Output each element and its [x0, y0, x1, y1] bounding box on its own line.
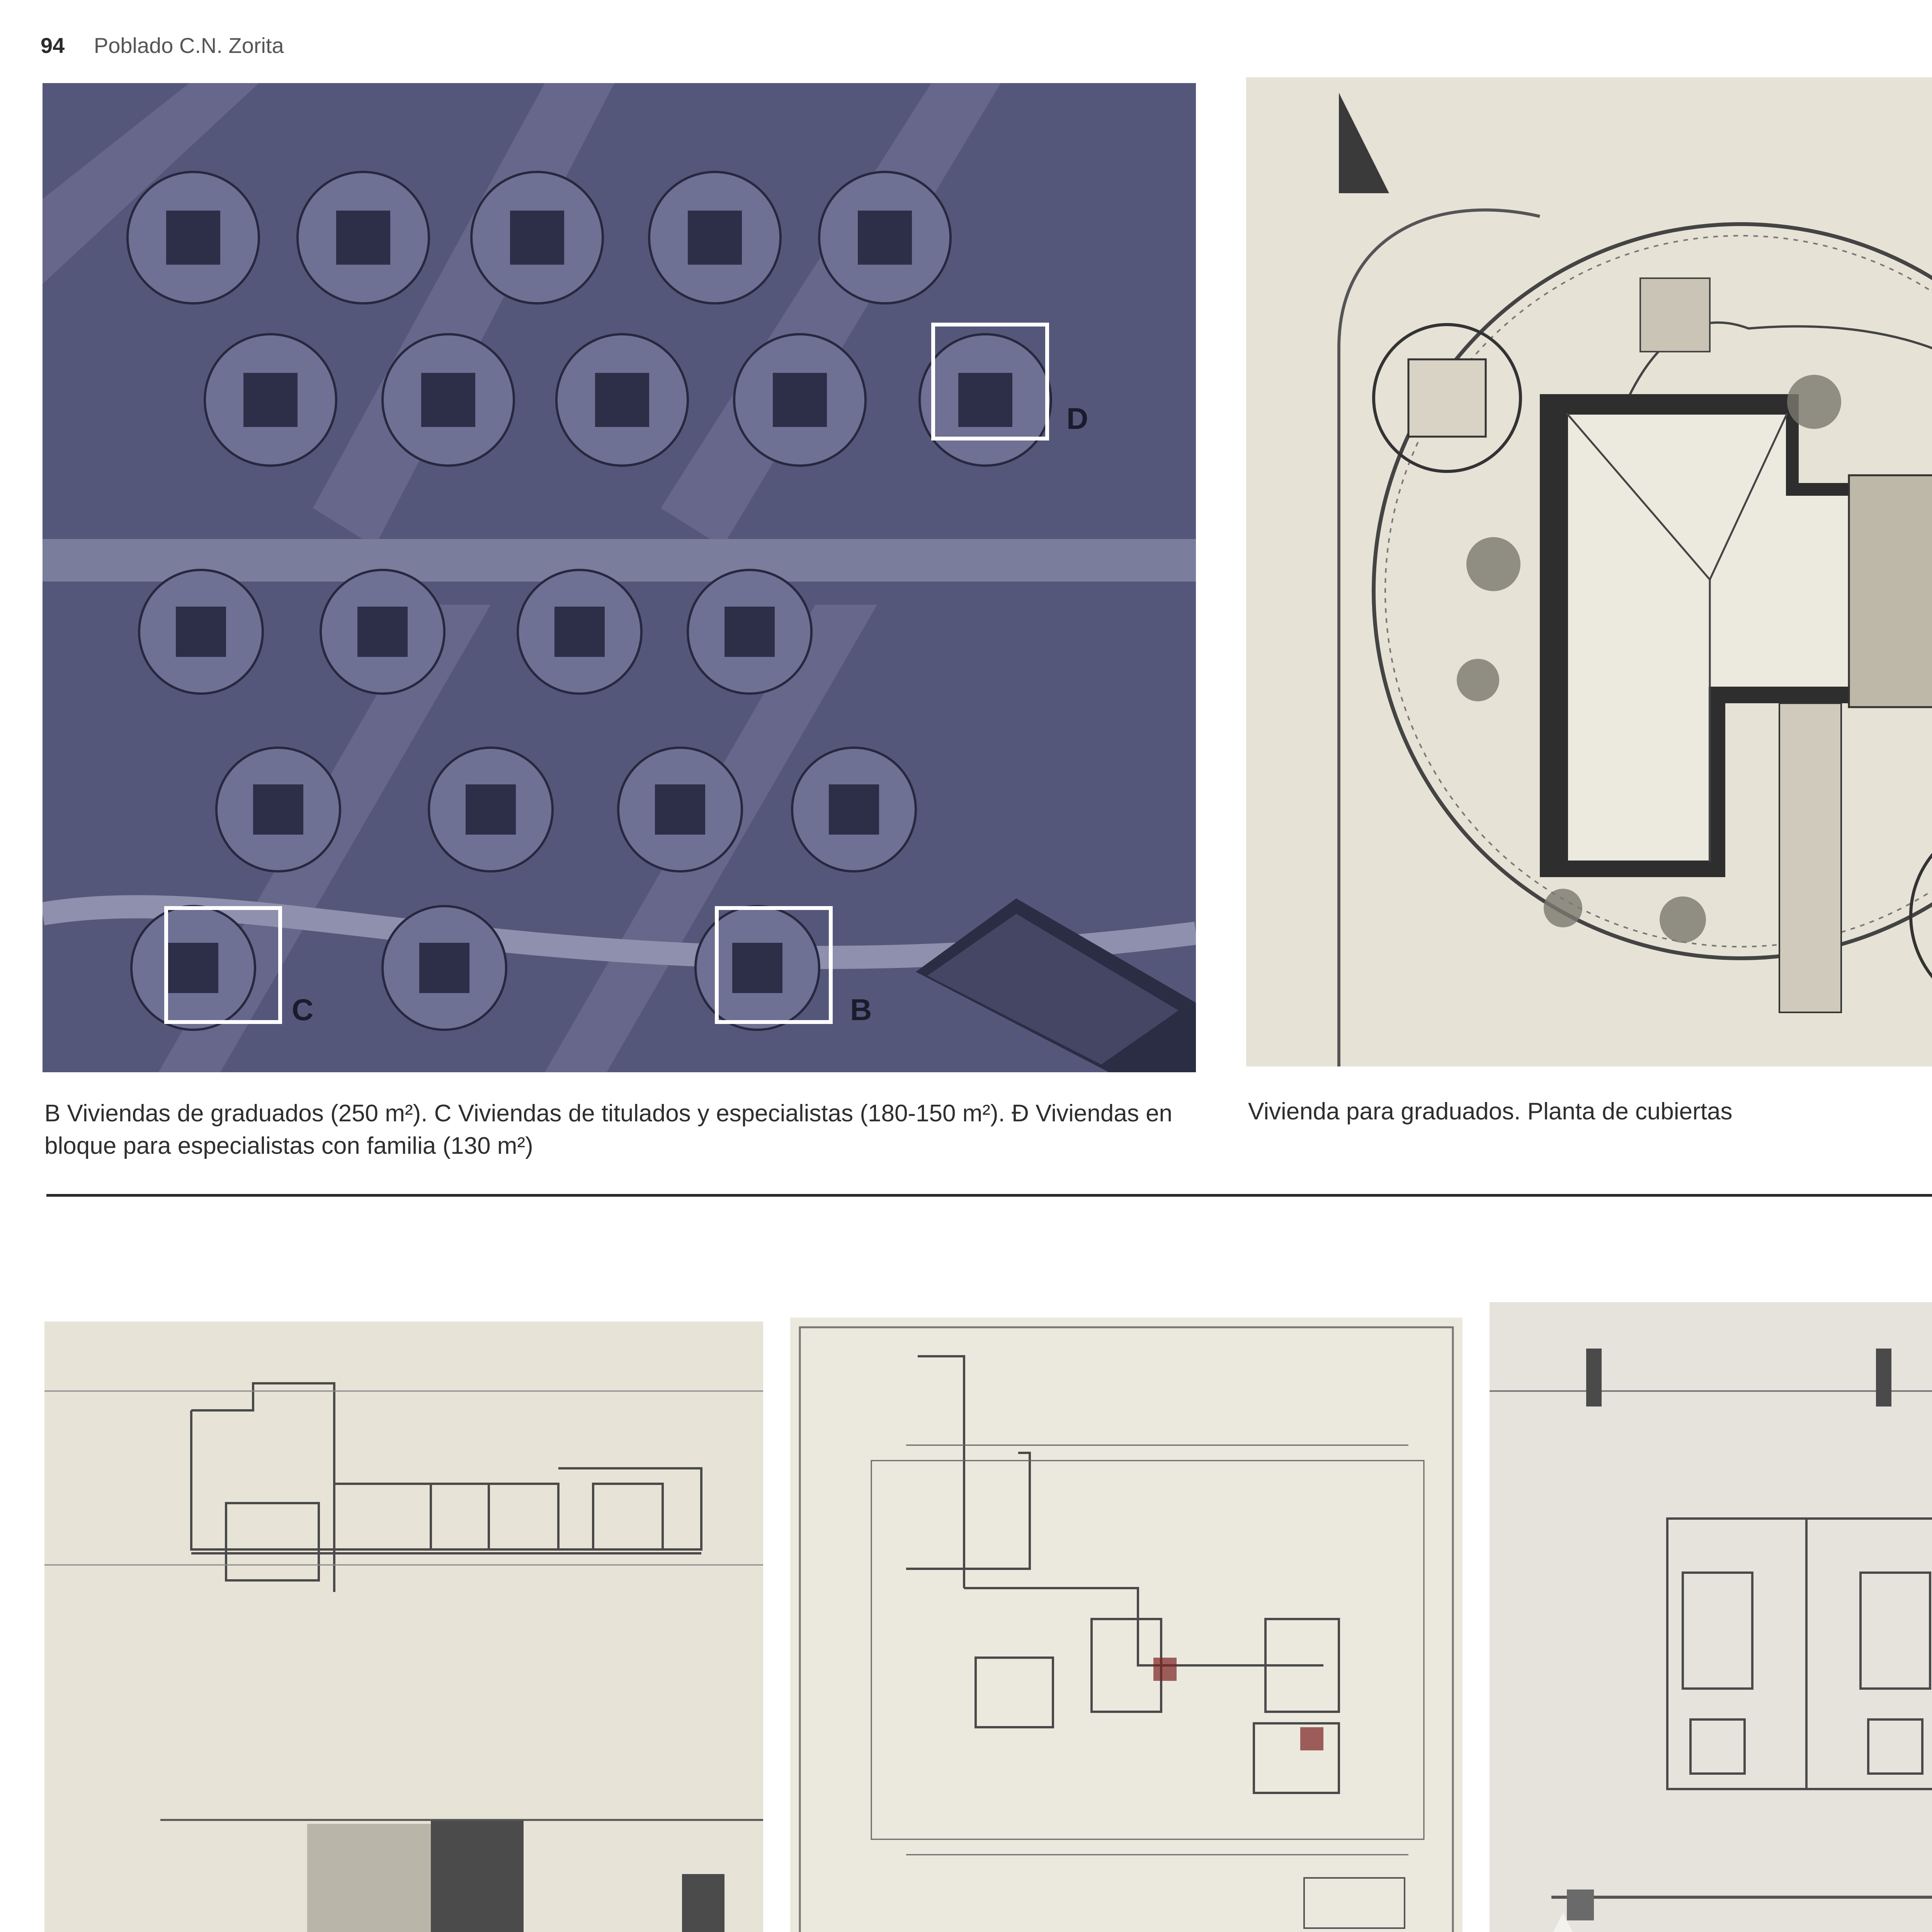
- house-plan-drawing-2: [790, 1318, 1463, 1932]
- caption-site-plan: B Viviendas de graduados (250 m²). C Viviendas de titulados y especialistas (180-150 m²). Ð Viviendas en bloque para especialistas con familia (130 m²): [44, 1100, 1173, 1160]
- block-housing-sheet: [1490, 1302, 1932, 1932]
- marker-d: D: [1066, 401, 1088, 435]
- roof-plan-figure: [1246, 77, 1932, 1066]
- house-plan-sheet-1: [44, 1321, 763, 1932]
- site-plan-drawing: [43, 83, 1196, 1072]
- caption-roof-plan: Vivienda para graduados. Planta de cubiertas: [1248, 1098, 1733, 1125]
- running-header: [41, 33, 284, 64]
- running-title: Poblado C.N. Zorita: [94, 33, 284, 58]
- block-housing-drawing: [1490, 1302, 1932, 1932]
- site-plan-figure: [43, 83, 1196, 1072]
- page-number: 94: [41, 33, 65, 58]
- marker-c: C: [292, 993, 314, 1027]
- house-plan-drawing-1: [44, 1321, 763, 1932]
- house-plan-sheet-2: [790, 1318, 1463, 1932]
- marker-b: B: [850, 993, 872, 1027]
- roof-plan-drawing: [1246, 77, 1932, 1066]
- section-divider: [46, 1194, 1932, 1197]
